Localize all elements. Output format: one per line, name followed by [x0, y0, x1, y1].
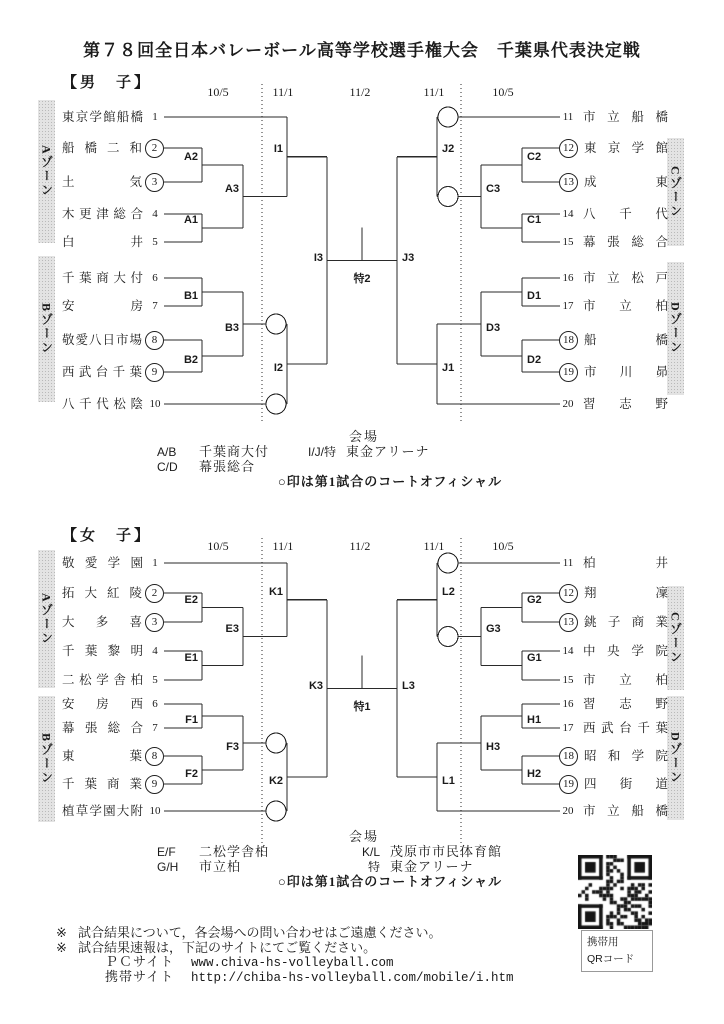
- final-match-label: 特1: [353, 701, 371, 714]
- team-name: 東葉: [62, 748, 142, 763]
- team-name: 東京学館船橋: [62, 109, 143, 124]
- match-label: F1: [185, 714, 198, 726]
- zone-strip: [667, 138, 684, 246]
- team-name: 中央学院: [583, 643, 668, 658]
- team-row: [558, 612, 668, 632]
- team-row: [558, 394, 668, 414]
- seed-number: 17: [562, 300, 574, 312]
- team-name: 市立柏: [583, 298, 668, 313]
- final-match-label: 特2: [353, 273, 371, 286]
- team-name: 土気: [62, 174, 142, 189]
- seed-number-circled: 8: [145, 747, 164, 766]
- team-row: [62, 641, 165, 661]
- team-row: [558, 718, 668, 738]
- zone-label: Cゾーン: [668, 165, 683, 219]
- team-row: [62, 138, 165, 158]
- team-name: 西武台千葉: [62, 364, 142, 379]
- match-label: I2: [273, 362, 283, 374]
- court-official-note: ○印は第1試合のコートオフィシャル: [277, 874, 503, 889]
- team-row: [558, 296, 668, 316]
- team-row: [558, 107, 668, 127]
- team-row: [62, 718, 165, 738]
- match-label: B3: [224, 322, 239, 334]
- team-row: [62, 204, 165, 224]
- seed-number: 14: [562, 645, 574, 657]
- qr-label-box: [581, 930, 653, 972]
- zone-strip: [667, 262, 684, 395]
- zone-label: Aゾーン: [39, 145, 54, 198]
- team-row: [558, 670, 668, 690]
- note-text: 試合結果速報は，下記のサイトにてご覧ください。: [78, 940, 377, 955]
- team-row: [558, 268, 668, 288]
- team-name: 大多喜: [62, 614, 142, 629]
- team-row: [62, 232, 165, 252]
- seed-number: 7: [152, 300, 158, 312]
- seed-number-circled: 2: [145, 139, 164, 158]
- match-label: H3: [486, 741, 501, 753]
- match-label: D2: [527, 354, 542, 366]
- team-name: 習志野: [583, 396, 668, 411]
- team-row: [558, 172, 668, 192]
- match-label: C3: [486, 182, 501, 195]
- seed-number: 10: [149, 398, 161, 410]
- zone-strip: [38, 100, 55, 243]
- seed-number: 1: [152, 111, 158, 123]
- team-name: 西武台千葉: [583, 720, 668, 735]
- seed-number: 4: [152, 208, 158, 220]
- match-label: H1: [527, 714, 542, 726]
- date-label: 11/1: [272, 539, 294, 553]
- team-name: 習志野: [583, 696, 668, 711]
- team-name: 船橋二和: [62, 140, 142, 155]
- seed-number-circled: 13: [559, 613, 578, 632]
- match-label: L1: [442, 775, 455, 787]
- team-name: 翔凜: [584, 585, 668, 600]
- section-heading: 【女 子】: [62, 528, 153, 544]
- match-label: F3: [226, 741, 239, 753]
- venue-court-label: C/D: [157, 460, 178, 474]
- team-name: 千葉商大付: [62, 270, 143, 285]
- team-name: 市立柏: [583, 672, 668, 687]
- team-name: 幕張総合: [583, 234, 668, 249]
- seed-number-circled: 12: [559, 584, 578, 603]
- match-label: I1: [273, 142, 283, 155]
- team-name: 敬愛学園: [62, 555, 143, 570]
- venue-court-label: G/H: [157, 860, 179, 874]
- team-row: [558, 362, 668, 382]
- match-label: B2: [183, 354, 198, 366]
- qr-label-line1: 携帯用: [587, 936, 619, 948]
- team-name: 四街道: [584, 776, 668, 791]
- team-name: 市立船橋: [583, 803, 668, 818]
- team-name: 市川昴: [584, 364, 668, 379]
- seed-number: 10: [149, 805, 161, 817]
- seed-number: 15: [562, 236, 574, 248]
- page-title: 第７８回全日本バレーボール高等学校選手権大会 千葉県代表決定戦: [83, 41, 641, 60]
- seed-number: 7: [152, 722, 158, 734]
- match-label: L2: [442, 585, 455, 598]
- seed-number: 20: [562, 398, 574, 410]
- seed-number: 11: [562, 111, 574, 123]
- match-label: D1: [527, 290, 542, 302]
- date-label: 11/1: [423, 85, 445, 99]
- team-row: [62, 296, 165, 316]
- seed-number-circled: 8: [145, 331, 164, 350]
- seed-number: 15: [562, 674, 574, 686]
- zone-label: Aゾーン: [39, 592, 54, 646]
- zone-label: Cゾーン: [668, 611, 683, 665]
- team-name: 銚子商業: [584, 614, 668, 629]
- zone-label: Dゾーン: [668, 302, 683, 355]
- venue-heading: 会場: [349, 429, 380, 444]
- team-name: 市立船橋: [583, 109, 668, 124]
- team-row: [558, 774, 668, 794]
- match-label: A3: [224, 182, 239, 195]
- venue-name: 市立柏: [199, 859, 242, 874]
- team-row: [558, 583, 668, 603]
- venue-line: [157, 456, 255, 475]
- mobile-site-label: 携帯サイト: [105, 969, 175, 984]
- match-label: E2: [184, 593, 198, 606]
- seed-number-circled: 18: [559, 747, 578, 766]
- date-label: 11/2: [349, 85, 371, 99]
- team-name: 千葉商業: [62, 776, 142, 791]
- match-label: E1: [184, 651, 198, 664]
- date-label: 10/5: [207, 85, 229, 99]
- team-row: [558, 232, 668, 252]
- date-label: 10/5: [207, 539, 229, 553]
- seed-number-circled: 19: [559, 775, 578, 794]
- venue-heading: 会場: [349, 829, 380, 844]
- venue-court-label: A/B: [157, 445, 177, 459]
- note-text: 試合結果について，各会場への問い合わせはご遠慮ください。: [78, 925, 442, 940]
- venue-name: 東金アリーナ: [390, 859, 474, 874]
- seed-number-circled: 9: [145, 775, 164, 794]
- team-row: [558, 330, 668, 350]
- team-row: [558, 801, 668, 821]
- team-name: 東京学館: [584, 140, 668, 155]
- match-label: F2: [185, 768, 198, 780]
- venue-line: [157, 856, 241, 875]
- seed-number-circled: 2: [145, 584, 164, 603]
- mobile-site-line: [105, 966, 514, 985]
- qr-code: [578, 855, 652, 929]
- team-row: [558, 138, 668, 158]
- match-label: B1: [183, 290, 198, 302]
- zone-label: Bゾーン: [39, 302, 54, 355]
- seed-number-circled: 3: [145, 613, 164, 632]
- team-name: 二松学舎柏: [62, 672, 143, 687]
- venue-name: 千葉商大付: [199, 444, 270, 459]
- date-label: 11/2: [349, 539, 371, 553]
- match-label: G2: [527, 593, 542, 606]
- team-name: 成東: [584, 174, 668, 189]
- date-label: 10/5: [492, 85, 514, 99]
- seed-number-circled: 19: [559, 363, 578, 382]
- team-row: [62, 172, 165, 192]
- venue-court-label: 特: [367, 860, 380, 874]
- venue-name: 東金アリーナ: [346, 444, 430, 459]
- team-row: [62, 746, 165, 766]
- team-row: [62, 612, 165, 632]
- match-label: H2: [527, 768, 542, 780]
- team-name: 昭和学院: [584, 748, 668, 763]
- pc-site-url: www.chiva-hs-volleyball.com: [191, 956, 394, 970]
- seed-number-circled: 9: [145, 363, 164, 382]
- mobile-site-url: http://chiba-hs-volleyball.com/mobile/i.htm: [191, 971, 514, 985]
- seed-number: 6: [152, 272, 158, 284]
- seed-number: 14: [562, 208, 574, 220]
- team-row: [62, 268, 165, 288]
- match-label: D3: [486, 322, 501, 334]
- seed-number: 4: [152, 645, 158, 657]
- team-name: 白井: [62, 234, 143, 249]
- match-label: K2: [268, 775, 283, 787]
- date-label: 11/1: [423, 539, 445, 553]
- zone-strip: [667, 586, 684, 690]
- team-row: [558, 641, 668, 661]
- zone-strip: [38, 550, 55, 688]
- match-label: C1: [527, 214, 542, 226]
- match-label: C2: [527, 151, 542, 163]
- team-row: [62, 694, 165, 714]
- match-label: G3: [486, 622, 501, 635]
- seed-number: 16: [562, 272, 574, 284]
- zone-strip: [38, 256, 55, 402]
- team-name: 木更津総合: [62, 206, 143, 221]
- note-bullet: ※: [56, 925, 67, 940]
- date-label: 11/1: [272, 85, 294, 99]
- date-label: 10/5: [492, 539, 514, 553]
- venue-court-label: E/F: [157, 845, 176, 859]
- zone-label: Dゾーン: [668, 731, 683, 785]
- seed-number: 16: [562, 698, 574, 710]
- match-label: A2: [183, 151, 198, 163]
- zone-strip: [667, 696, 684, 820]
- team-name: 敬愛八日市場: [62, 332, 142, 347]
- seed-number-circled: 3: [145, 173, 164, 192]
- section-heading: 【男 子】: [62, 75, 153, 91]
- note-bullet: ※: [56, 940, 67, 955]
- match-label: J2: [442, 142, 455, 155]
- team-row: [62, 583, 165, 603]
- seed-number: 1: [152, 557, 158, 569]
- venue-name: 茂原市市民体育館: [390, 844, 503, 859]
- team-row: [558, 553, 668, 573]
- court-official-note: ○印は第1試合のコートオフィシャル: [277, 474, 503, 489]
- team-name: 拓大紅陵: [62, 585, 142, 600]
- team-name: 船橋: [584, 332, 668, 347]
- seed-number: 20: [562, 805, 574, 817]
- match-label: L3: [402, 680, 415, 693]
- match-label: E3: [225, 622, 239, 635]
- team-name: 千葉黎明: [62, 643, 143, 658]
- match-label: G1: [527, 651, 542, 664]
- match-label: J1: [442, 362, 455, 374]
- seed-number: 17: [562, 722, 574, 734]
- seed-number: 5: [152, 674, 158, 686]
- venue-court-label: I/J/特: [307, 445, 336, 459]
- match-label: I3: [313, 252, 323, 265]
- team-name: 八千代松陰: [62, 396, 143, 411]
- team-name: 安房: [62, 298, 143, 313]
- match-label: K1: [268, 585, 283, 598]
- match-label: A1: [183, 214, 198, 226]
- seed-number: 11: [562, 557, 574, 569]
- pc-site-label: ＰＣサイト: [105, 954, 175, 969]
- match-label: K3: [308, 680, 323, 693]
- team-row: [62, 670, 165, 690]
- team-row: [62, 553, 165, 573]
- zone-strip: [38, 696, 55, 822]
- team-name: 植草学園大附: [62, 803, 143, 818]
- venue-line: [300, 441, 429, 460]
- seed-number-circled: 18: [559, 331, 578, 350]
- team-row: [558, 204, 668, 224]
- team-name: 安房西: [62, 696, 143, 711]
- venue-court-label: K/L: [361, 845, 380, 859]
- seed-number-circled: 12: [559, 139, 578, 158]
- team-name: 八千代: [583, 206, 668, 221]
- team-name: 市立松戸: [583, 270, 668, 285]
- venue-name: 二松学舎柏: [199, 844, 270, 859]
- team-name: 柏井: [583, 555, 668, 570]
- venue-name: 幕張総合: [199, 459, 256, 474]
- seed-number: 6: [152, 698, 158, 710]
- team-row: [62, 330, 165, 350]
- qr-label-line2: QRコード: [587, 952, 635, 965]
- team-row: [62, 107, 165, 127]
- seed-number-circled: 13: [559, 173, 578, 192]
- team-row: [558, 694, 668, 714]
- team-row: [62, 394, 165, 414]
- match-label: J3: [402, 252, 415, 265]
- seed-number: 5: [152, 236, 158, 248]
- team-row: [62, 774, 165, 794]
- zone-label: Bゾーン: [39, 732, 54, 785]
- team-row: [558, 746, 668, 766]
- team-row: [62, 362, 165, 382]
- team-name: 幕張総合: [62, 720, 143, 735]
- team-row: [62, 801, 165, 821]
